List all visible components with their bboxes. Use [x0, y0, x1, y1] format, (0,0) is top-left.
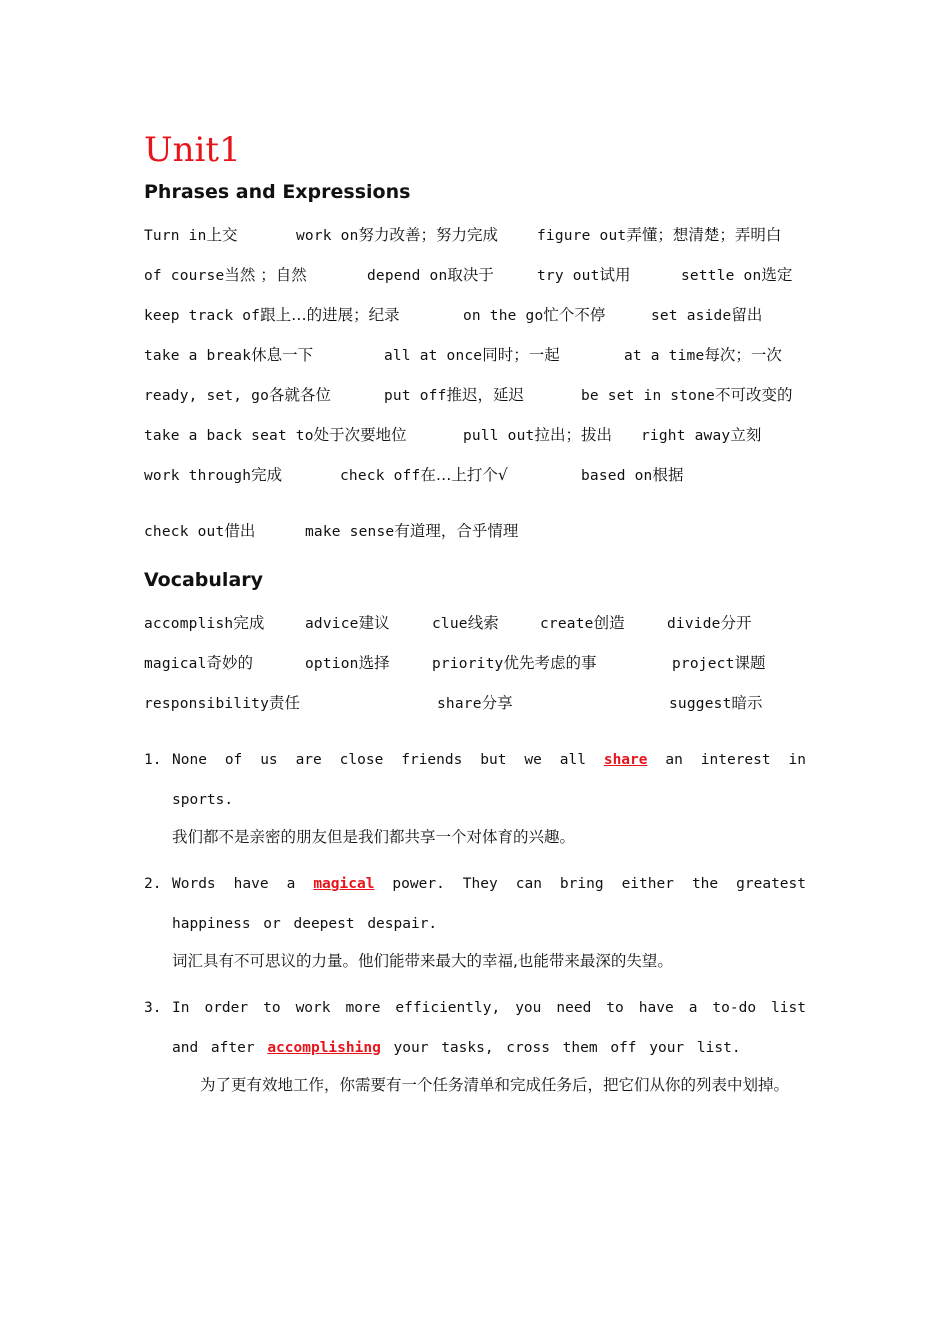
- phrase-chinese: 留出: [731, 306, 763, 324]
- phrase-english: work on: [296, 228, 359, 244]
- phrase-chinese: 处于次要地位: [313, 426, 407, 444]
- phrase-chinese: 借出: [224, 522, 256, 540]
- phrase-item: [144, 343, 313, 365]
- sentence-text: None of us are close friends but we all: [172, 752, 604, 768]
- vocab-item: [667, 611, 752, 633]
- vocab-english: divide: [667, 616, 721, 632]
- sentence-text: your tasks, cross them off your list.: [380, 1040, 741, 1056]
- sentence-translation: 为了更有效地工作，你需要有一个任务清单和完成任务后，把它们从你的列表中划掉。: [200, 1076, 790, 1094]
- vocab-chinese: 暗示: [731, 694, 763, 712]
- vocab-row: [144, 642, 806, 682]
- phrase-item: [537, 263, 631, 285]
- phrase-chinese: 努力改善；努力完成: [358, 226, 499, 244]
- vocab-english: suggest: [669, 696, 732, 712]
- phrase-chinese: 上交: [206, 226, 238, 244]
- phrase-chinese: 忙个不停: [543, 306, 606, 324]
- sentence-translation: 词汇具有不可思议的力量。他们能带来最大的幸福,也能带来最深的失望。: [172, 952, 673, 970]
- phrase-item: [581, 383, 792, 405]
- phrase-chinese: 弄懂；想清楚；弄明白: [626, 226, 782, 244]
- vocab-item: [305, 651, 390, 673]
- phrases-list: [144, 214, 806, 550]
- phrase-english: right away: [641, 428, 731, 444]
- vocab-chinese: 完成: [233, 614, 265, 632]
- phrase-item: [144, 519, 255, 541]
- phrase-item: [340, 463, 508, 485]
- vocab-chinese: 优先考虑的事: [503, 654, 597, 672]
- vocab-english: clue: [432, 616, 468, 632]
- vocabulary-list: [144, 602, 806, 722]
- vocab-item: [432, 611, 499, 633]
- phrase-row: [144, 294, 806, 334]
- phrase-item: [144, 263, 307, 285]
- phrase-chinese: 选定: [761, 266, 793, 284]
- vocab-chinese: 奇妙的: [206, 654, 254, 672]
- phrase-item: [463, 303, 605, 325]
- vocab-english: share: [437, 696, 482, 712]
- vocab-chinese: 课题: [734, 654, 766, 672]
- phrase-english: settle on: [681, 268, 762, 284]
- phrase-chinese: 完成: [251, 466, 283, 484]
- phrase-english: based on: [581, 468, 653, 484]
- phrase-item: [624, 343, 782, 365]
- document-page: [144, 128, 806, 1102]
- sentence-text: Words have a: [172, 876, 314, 892]
- phrase-chinese: 根据: [652, 466, 684, 484]
- phrase-item: [144, 423, 407, 445]
- phrase-english: figure out: [537, 228, 627, 244]
- phrase-chinese: 推迟，延迟: [446, 386, 525, 404]
- phrase-english: put off: [384, 388, 447, 404]
- phrase-english: try out: [537, 268, 600, 284]
- sentence-text: power. They can bring either the greatest happiness or deepest despair.: [172, 876, 806, 932]
- vocab-english: create: [540, 616, 594, 632]
- vocab-english: project: [672, 656, 735, 672]
- phrase-item: [367, 263, 494, 285]
- vocabulary-heading: Vocabulary: [144, 569, 264, 591]
- phrase-item: [144, 303, 400, 325]
- vocab-item: [672, 651, 766, 673]
- phrase-english: work through: [144, 468, 252, 484]
- phrase-chinese: 立刻: [730, 426, 762, 444]
- phrase-english: on the go: [463, 308, 544, 324]
- vocab-item: [305, 611, 390, 633]
- vocab-item: [437, 691, 513, 713]
- phrase-english: be set in stone: [581, 388, 715, 404]
- phrase-chinese: 取决于: [447, 266, 494, 284]
- sentence-english: [172, 864, 806, 944]
- phrase-item: [144, 383, 331, 405]
- phrase-english: of course: [144, 268, 225, 284]
- vocab-english: magical: [144, 656, 207, 672]
- phrase-row: [144, 374, 806, 414]
- vocab-row: [144, 682, 806, 722]
- vocab-chinese: 建议: [358, 614, 390, 632]
- phrase-chinese: 跟上…的进展；纪录: [260, 306, 400, 324]
- phrase-english: take a back seat to: [144, 428, 314, 444]
- vocab-chinese: 分享: [481, 694, 513, 712]
- vocab-english: option: [305, 656, 359, 672]
- vocab-chinese: 线索: [467, 614, 499, 632]
- phrase-item: [641, 423, 761, 445]
- phrase-item: [384, 343, 560, 365]
- vocab-row: [144, 602, 806, 642]
- sentence-number: 2.: [144, 876, 162, 892]
- phrase-chinese: 每次；一次: [704, 346, 782, 364]
- example-sentences: [144, 740, 806, 1102]
- phrase-item: [651, 303, 762, 325]
- phrase-english: all at once: [384, 348, 483, 364]
- phrase-row: [144, 414, 806, 454]
- phrase-row: [144, 214, 806, 254]
- phrase-english: check out: [144, 524, 225, 540]
- vocab-chinese: 分开: [720, 614, 752, 632]
- phrase-english: Turn in: [144, 228, 207, 244]
- vocab-chinese: 选择: [358, 654, 390, 672]
- phrase-chinese: 在…上打个√: [420, 466, 508, 484]
- phrase-english: check off: [340, 468, 421, 484]
- phrase-chinese: 各就各位: [269, 386, 332, 404]
- phrase-chinese: 试用: [599, 266, 631, 284]
- sentence-translation: 我们都不是亲密的朋友但是我们都共享一个对体育的兴趣。: [172, 828, 576, 846]
- vocab-english: priority: [432, 656, 504, 672]
- sentence-number: 1.: [144, 752, 162, 768]
- vocab-english: advice: [305, 616, 359, 632]
- sentence-item: [144, 740, 806, 854]
- vocab-item: [144, 651, 253, 673]
- sentence-item: [144, 864, 806, 978]
- phrase-row: [144, 510, 806, 550]
- phrase-chinese: 有道理，合乎情理: [394, 522, 519, 540]
- phrase-item: [144, 223, 238, 245]
- phrase-item: [305, 519, 518, 541]
- sentence-number: 3.: [144, 1000, 162, 1016]
- phrase-chinese: 不可改变的: [714, 386, 793, 404]
- vocab-english: responsibility: [144, 696, 270, 712]
- vocab-item: [144, 611, 264, 633]
- unit-title: Unit1: [144, 130, 241, 170]
- vocab-chinese: 责任: [269, 694, 301, 712]
- phrase-item: [144, 463, 282, 485]
- phrase-english: make sense: [305, 524, 395, 540]
- phrase-english: pull out: [463, 428, 535, 444]
- sentence-keyword: share: [603, 752, 648, 768]
- phrase-chinese: 休息一下: [251, 346, 314, 364]
- phrases-heading: Phrases and Expressions: [144, 181, 411, 203]
- phrase-item: [581, 463, 683, 485]
- phrase-chinese: 同时；一起: [482, 346, 560, 364]
- phrase-item: [681, 263, 792, 285]
- vocab-item: [669, 691, 763, 713]
- phrase-english: depend on: [367, 268, 448, 284]
- phrase-item: [296, 223, 498, 245]
- phrase-english: at a time: [624, 348, 705, 364]
- phrase-row: [144, 334, 806, 374]
- phrase-row: [144, 254, 806, 294]
- phrase-english: ready, set, go: [144, 388, 270, 404]
- sentence-keyword: magical: [313, 876, 375, 892]
- phrase-english: keep track of: [144, 308, 261, 324]
- sentence-text: an interest in sports.: [172, 752, 806, 808]
- vocab-english: accomplish: [144, 616, 234, 632]
- sentence-keyword: accomplishing: [267, 1040, 381, 1056]
- phrase-row: [144, 454, 806, 494]
- vocab-item: [540, 611, 625, 633]
- phrase-item: [537, 223, 781, 245]
- sentence-text: In order to work more efficiently, you need to have a to-do list and after: [172, 1000, 806, 1056]
- phrase-item: [463, 423, 612, 445]
- sentence-item: [144, 988, 806, 1102]
- phrase-chinese: 当然 ；自然: [224, 266, 307, 284]
- vocab-item: [144, 691, 300, 713]
- phrase-item: [384, 383, 524, 405]
- sentence-english: [172, 740, 806, 820]
- phrase-english: take a break: [144, 348, 252, 364]
- vocab-item: [432, 651, 596, 673]
- phrase-chinese: 拉出；拔出: [534, 426, 612, 444]
- vocab-chinese: 创造: [593, 614, 625, 632]
- phrase-english: set aside: [651, 308, 732, 324]
- sentence-english: [172, 988, 806, 1068]
